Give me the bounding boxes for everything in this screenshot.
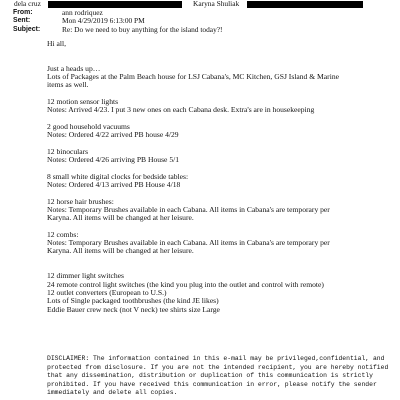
subject-value: Re: Do we need to buy anything for the island today?! (62, 25, 223, 35)
list-item: Eddie Bauer crew neck (not V neck) tee shirts size Large (47, 304, 220, 314)
list-item: 12 outlet converters (European to U.S.) (47, 287, 167, 297)
email-body (47, 40, 392, 314)
sent-value: Mon 4/29/2019 6:13:00 PM (62, 16, 145, 26)
list-item: 12 dimmer light switches (47, 271, 124, 281)
disclaimer-line: DISCLAIMER: The information contained in this e-mail may be privileged,confidential, and (47, 355, 385, 362)
item-note: Notes: Ordered 4/22 arrived PB house 4/29 (47, 130, 179, 140)
subject-label: Subject: (13, 26, 41, 34)
item-note: Notes: Arrived 4/23. I put 3 new ones on each Cabana desk. Extra's are in housekeeping (47, 105, 315, 115)
list-item: Lots of Single packaged toothbrushes (the kind JE likes) (47, 296, 219, 306)
intro-line: Just a heads up… (47, 63, 101, 73)
item-note: Notes: Temporary Brushes available in each Cabana. All items in Cabana's are temporary per (47, 204, 330, 214)
item-title: 12 combs: (47, 229, 79, 239)
from-label: From: (13, 8, 33, 16)
item-note: Notes: Temporary Brushes available in each Cabana. All items in Cabana's are temporary per (47, 238, 330, 248)
item-title: 12 binoculars (47, 146, 89, 156)
item-title: 8 small white digital clocks for bedside tables: (47, 171, 189, 181)
recipient-name-left: dela cruz (14, 0, 41, 8)
from-value: ann rodriquez (62, 7, 103, 17)
redaction-bar (247, 1, 363, 8)
disclaimer-line: protected from disclosure. If you are not the intended recipient, you are hereby notified (47, 363, 389, 371)
disclaimer (47, 355, 392, 398)
disclaimer-line: immediately and delete all copies. (47, 389, 178, 397)
disclaimer-line: prohibited. If you have received this communication in error, please notify the sender (47, 380, 377, 388)
intro-line: Lots of Packages at the Palm Beach house for LSJ Cabana's, MC Kitchen, GSJ Island & Marine (47, 72, 339, 82)
item-note: Karyna. All items will be changed at her leisure. (47, 246, 194, 256)
item-title: 12 horse hair brushes: (47, 196, 114, 206)
redaction-bar (48, 1, 182, 8)
item-title: 12 motion sensor lights (47, 97, 119, 107)
intro-line: items as well. (47, 80, 89, 90)
from-row (0, 9, 400, 18)
recipients-row (0, 0, 400, 9)
item-title: 2 good household vacuums (47, 121, 130, 131)
greeting: Hi all, (47, 39, 66, 48)
disclaimer-line: that any dissemination, distribution or duplication of this communication is strictly (47, 372, 373, 380)
recipient-name-right: Karyna Shuliak (193, 0, 240, 8)
item-note: Karyna. All items will be changed at her leisure. (47, 213, 194, 223)
subject-row (0, 26, 400, 35)
email-header (0, 0, 400, 35)
item-note: Notes: Ordered 4/13 arrived PB House 4/18 (47, 180, 181, 190)
item-note: Notes: Ordered 4/26 arriving PB House 5/1 (47, 155, 180, 165)
list-item: 24 remote control light switches (the kind you plug into the outlet and control with remote) (47, 279, 324, 289)
sent-label: Sent: (13, 17, 31, 25)
